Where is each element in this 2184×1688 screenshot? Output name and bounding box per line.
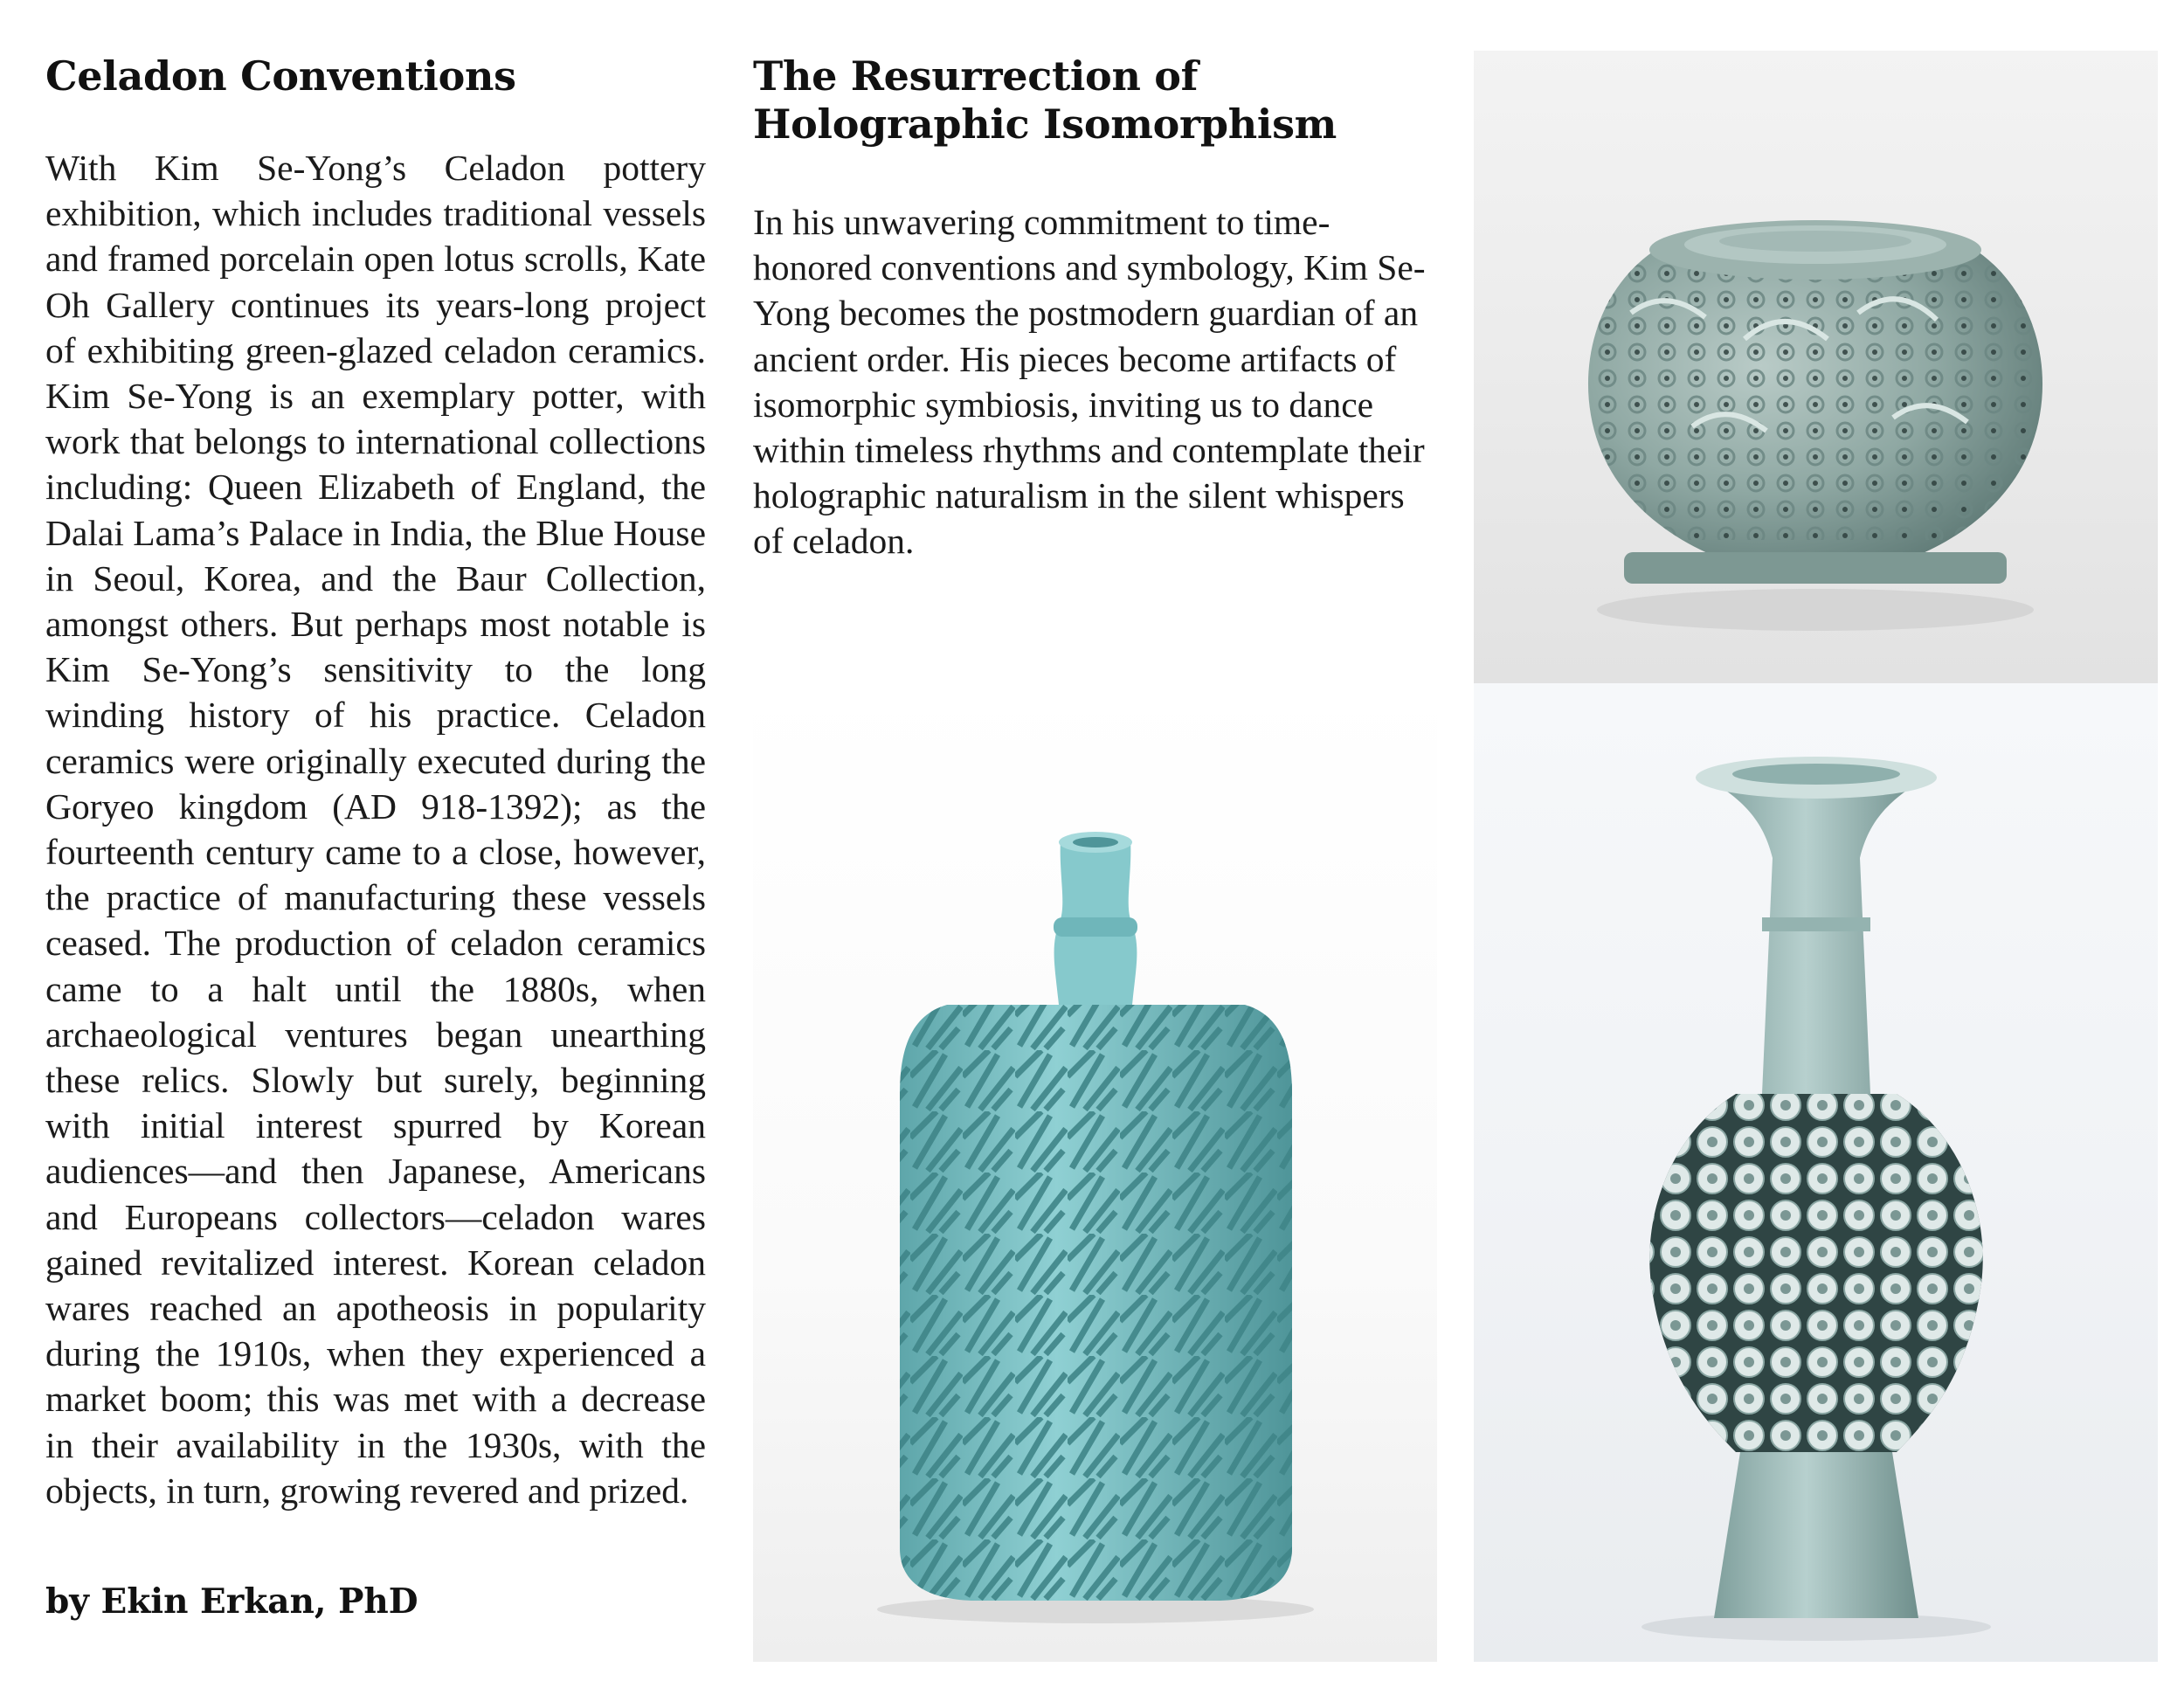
photo-celadon-jar bbox=[1474, 51, 2158, 683]
article-body-celadon-conventions: With Kim Se-Yong’s Celadon pottery exhibition, which includes traditional vessels and framed porcelain open lotus scrolls, Kate Oh Gallery continues its years-long project of exhibiting green-glazed celadon ceramics. Kim Se-Yong is an exemplary potter, with work that belongs to international collections including: Queen Elizabeth of England, the Dalai Lama’s Palace in India, the Blue House in Seoul, Korea, and the Baur Collection, amongst others. But perhaps most notable is Kim Se-Yong’s sensitivity to the long winding history of his practice. Celadon ceramics were originally executed during the Goryeo kingdom (AD 918-1392); as the fourteenth century came to a close, however, the practice of manufacturing these vessels ceased. The production of celadon ceramics came to a halt until the 1880s, when archaeological ventures began unearthing these relics. Slowly but surely, beginning with initial interest spurred by Korean audiences—and then Japanese, Americans and Europeans collectors—celadon wares gained revitalized interest. Korean celadon wares reached an apotheosis in popularity during the 1910s, when they experienced a market boom; this was met with a decrease in their availability in the 1930s, with the objects, in turn, growing revered and prized. bbox=[45, 148, 706, 1511]
article-title-resurrection: The Resurrection of Holographic Isomorphism bbox=[753, 52, 1337, 148]
photo-celadon-bottle bbox=[753, 683, 1437, 1662]
celadon-bottle-image bbox=[753, 683, 1437, 1662]
celadon-jar-image bbox=[1474, 51, 2158, 683]
author-byline: by Ekin Erkan, PhD bbox=[45, 1581, 418, 1622]
article-title-celadon-conventions: Celadon Conventions bbox=[45, 52, 516, 100]
article-body-resurrection: In his unwavering commitment to time-honored conventions and symbology, Kim Se-Yong becomes the postmodern guardian of an ancient order. His pieces become artifacts of isomorphic symbiosis, inviting us to dance within timeless rhythms and contemplate their holographic naturalism in the silent whispers of celadon. bbox=[753, 202, 1426, 562]
celadon-vase-image bbox=[1474, 683, 2158, 1662]
photo-celadon-vase bbox=[1474, 683, 2158, 1662]
